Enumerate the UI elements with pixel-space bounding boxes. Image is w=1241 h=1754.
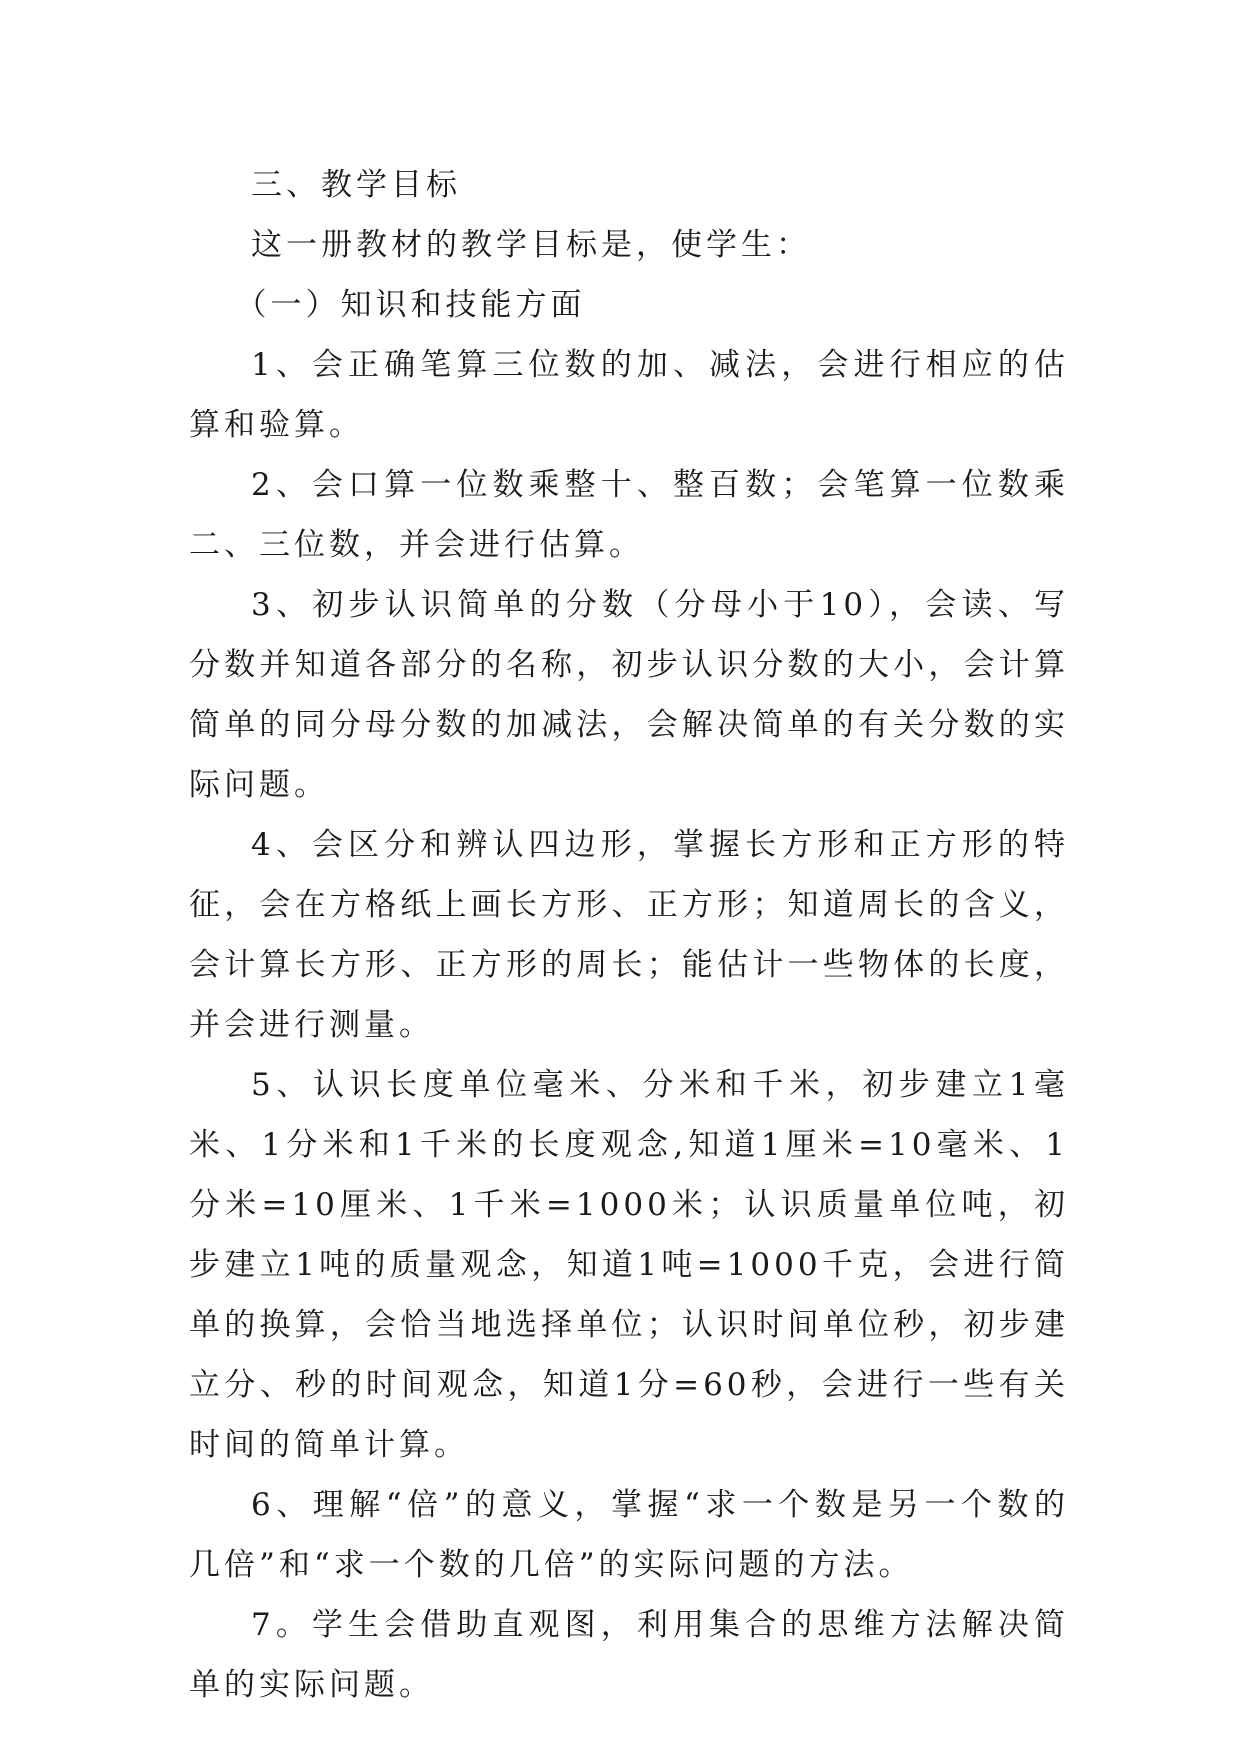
subsection-heading: （一）知识和技能方面 (235, 287, 586, 323)
objective-item-4: 4、会区分和辨认四边形，掌握长方形和正方形的特征，会在方格纸上画长方形、正方形；知道周长的含义，会计算长方形、正方形的周长；能估计一些物体的长度，并会进行测量。 (189, 827, 1069, 1043)
document-body (189, 155, 1069, 1715)
intro-paragraph: 这一册教材的教学目标是，使学生： (251, 227, 811, 263)
objective-item-2: 2、会口算一位数乘整十、整百数；会笔算一位数乘二、三位数，并会进行估算。 (189, 467, 1069, 563)
objective-item-3: 3、初步认识简单的分数（分母小于10），会读、写分数并知道各部分的名称，初步认识分数的大小，会计算简单的同分母分数的加减法，会解决简单的有关分数的实际问题。 (189, 587, 1069, 803)
objective-item-6: 6、理解“倍”的意义，掌握“求一个数是另一个数的几倍”和“求一个数的几倍”的实际问题的方法。 (189, 1487, 1069, 1583)
objective-item-1: 1、会正确笔算三位数的加、减法，会进行相应的估算和验算。 (189, 347, 1069, 443)
objective-item-5: 5、认识长度单位毫米、分米和千米，初步建立1毫米、1分米和1千米的长度观念,知道1厘米=10毫米、1分米=10厘米、1千米=1000米；认识质量单位吨，初步建立1吨的质量观念，知道1吨=1000千克，会进行简单的换算，会恰当地选择单位；认识时间单位秒，初步建立分、秒的时间观念，知道1分=60秒，会进行一些有关时间的简单计算。 (189, 1067, 1069, 1463)
objective-item-7: 7。学生会借助直观图，利用集合的思维方法解决简单的实际问题。 (189, 1607, 1069, 1703)
section-heading: 三、教学目标 (251, 167, 461, 203)
